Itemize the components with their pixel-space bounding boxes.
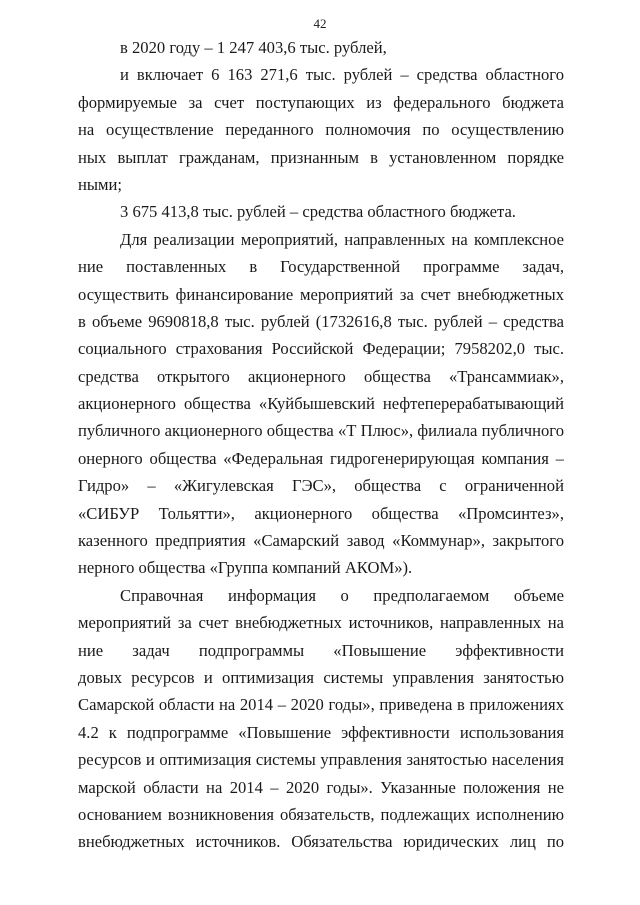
- text-line: на осуществление переданного полномочия по осуществлению: [78, 120, 564, 140]
- text-line: Справочная информация о предполагаемом объеме: [120, 585, 564, 605]
- text-line: «СИБУР Тольятти», акционерного общества «Промсинтез»,: [78, 503, 564, 523]
- text-line: довых ресурсов и оптимизация системы управления занятостью: [78, 667, 564, 687]
- text-line: ных выплат гражданам, признанным в установленном порядке: [78, 147, 564, 167]
- text-line: формируемые за счет поступающих из федерального бюджета: [78, 92, 564, 112]
- text-line: в 2020 году – 1 247 403,6 тыс. рублей,: [120, 38, 387, 57]
- text-line: средства открытого акционерного общества «Трансаммиак»,: [78, 366, 564, 386]
- text-line: и включает 6 163 271,6 тыс. рублей – средства областного: [120, 65, 564, 85]
- text-line: акционерного общества «Куйбышевский нефтеперерабатывающий: [78, 394, 564, 414]
- text-line: ными;: [78, 174, 123, 194]
- text-line: Гидро» – «Жигулевская ГЭС», общества с ограниченной: [78, 476, 564, 496]
- text-line: 4.2 к подпрограмме «Повышение эффективности использования: [78, 722, 564, 742]
- text-line: публичного акционерного общества «Т Плюс», филиала публичного: [78, 421, 564, 441]
- text-line: в объеме 9690818,8 тыс. рублей (1732616,8 тыс. рублей – средства: [78, 311, 564, 331]
- text-line: 3 675 413,8 тыс. рублей – средства областного бюджета.: [120, 202, 516, 222]
- text-line: казенного предприятия «Самарский завод «Коммунар», закрытого: [78, 531, 564, 551]
- page-number: 42: [313, 16, 327, 31]
- text-line: марской области на 2014 – 2020 годы». Указанные положения не: [78, 777, 564, 797]
- text-line: ние поставленных в Государственной программе задач,: [78, 257, 564, 277]
- text-line: онерного общества «Федеральная гидрогенерирующая компания –: [78, 448, 564, 468]
- text-line: ресурсов и оптимизация системы управления занятостью населения: [78, 750, 564, 770]
- body-text: [78, 34, 564, 856]
- text-line: мероприятий за счет внебюджетных источников, направленных на: [78, 613, 564, 633]
- text-line: внебюджетных источников. Обязательства юридических лиц по: [78, 832, 564, 852]
- text-line: социального страхования Российской Федерации; 7958202,0 тыс.: [78, 339, 564, 359]
- text-line: основанием возникновения обязательств, подлежащих исполнению: [78, 804, 564, 824]
- text-line: нерного общества «Группа компаний АКОМ»).: [78, 558, 413, 578]
- text-line: Для реализации мероприятий, направленных на комплексное: [120, 229, 564, 249]
- text-line: Самарской области на 2014 – 2020 годы», приведена в приложениях: [78, 695, 564, 715]
- text-line: осуществить финансирование мероприятий за счет внебюджетных: [78, 284, 564, 304]
- text-line: ние задач подпрограммы «Повышение эффективности: [78, 640, 564, 660]
